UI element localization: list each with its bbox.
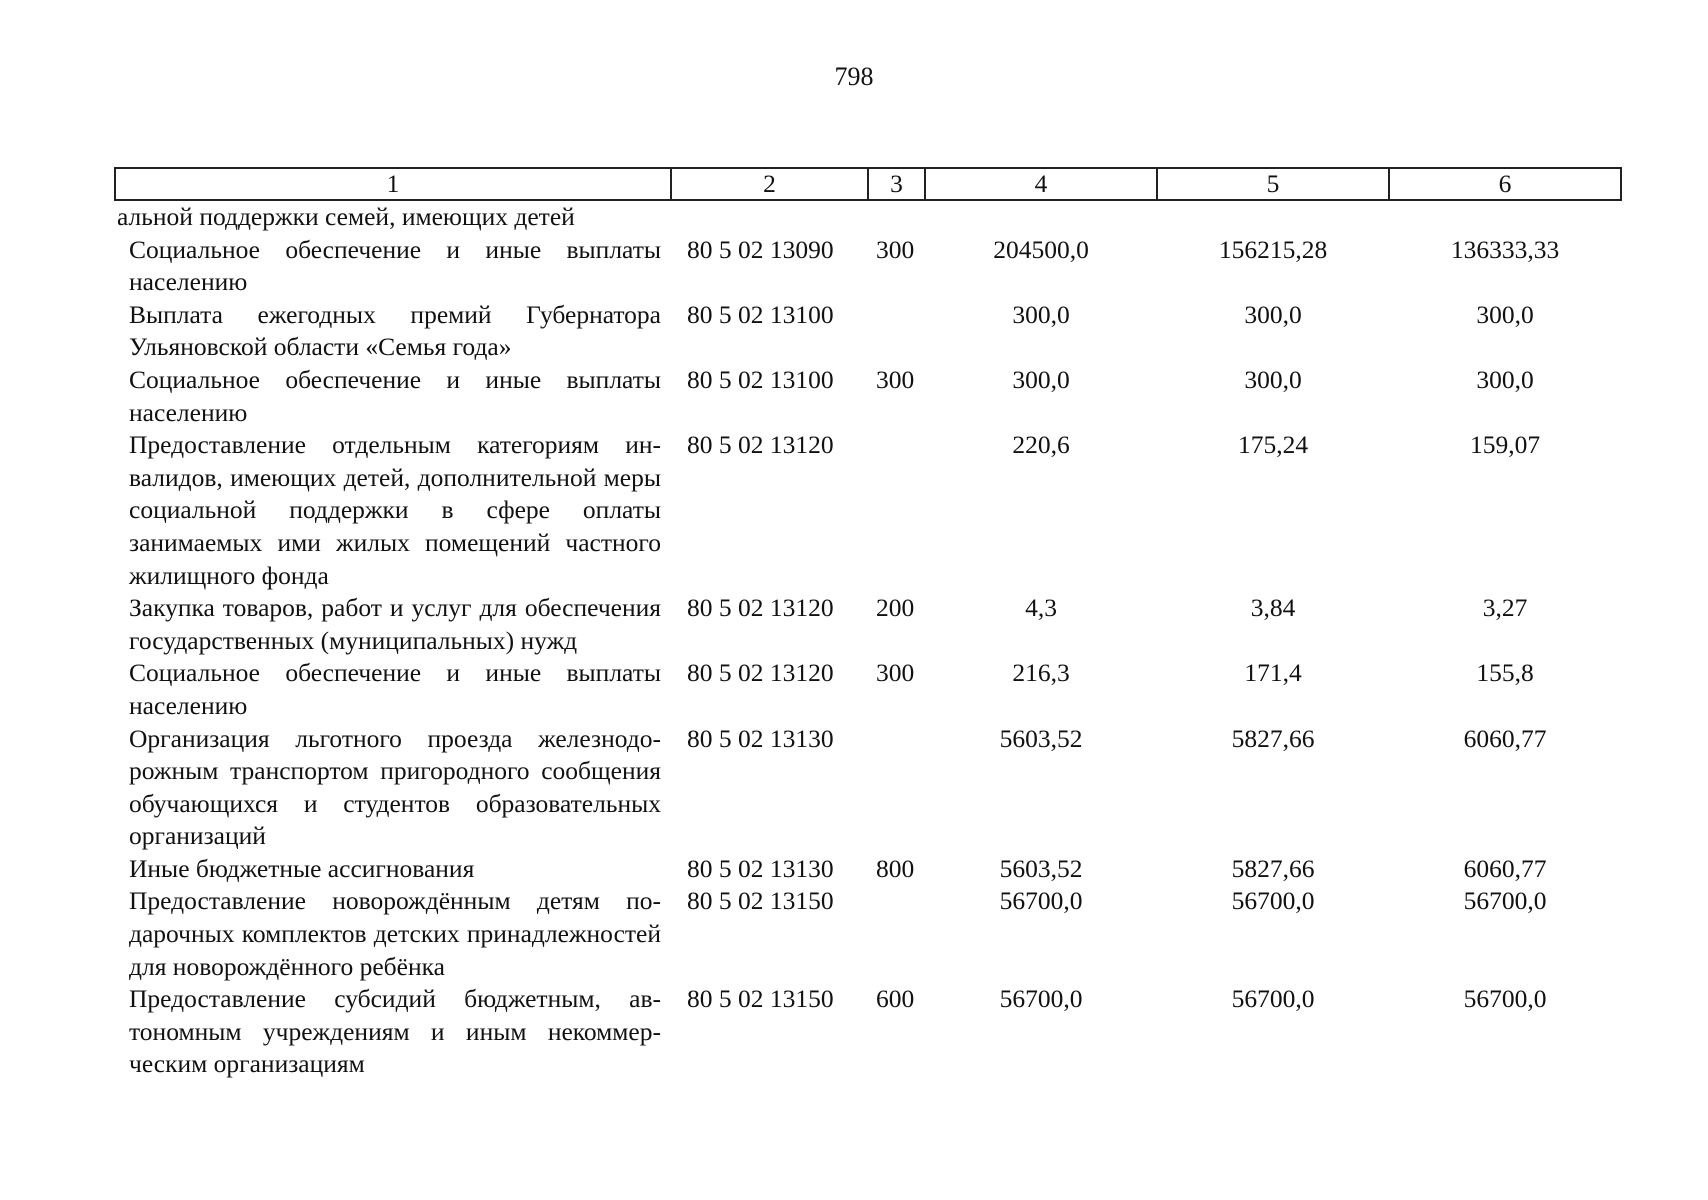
row-name: Организация льготного проезда железнодорожным транспортом пригородного сообщения обучающихся и студентов образовательных организаций [129,723,661,851]
row-type [868,299,925,364]
table-row [115,299,1621,364]
row-value-3: 136333,33 [1450,234,1560,264]
row-value-3 [1389,200,1621,234]
row-value-3: 6060,77 [1463,723,1547,753]
row-value-1: 4,3 [1025,593,1057,623]
row-type: 300 [876,364,915,394]
column-header-2: 2 [671,168,868,200]
row-value-2: 5827,66 [1231,853,1315,883]
row-name: Социальное обеспечение и иные выплаты населению [129,364,661,427]
row-code: 80 5 02 13120 [687,593,834,623]
row-type [868,723,925,853]
row-type [868,200,925,234]
row-type: 300 [876,234,915,264]
table-row [115,657,1621,722]
row-value-3: 56700,0 [1463,886,1547,916]
row-name: Предоставление субсидий бюджетным, автономным учреждениям и иным некоммерческим организациям [129,984,661,1079]
row-code: 80 5 02 13090 [687,234,834,264]
row-value-2: 300,0 [1244,364,1302,394]
column-header-1: 1 [115,168,671,200]
table-row [115,429,1621,592]
row-value-3: 6060,77 [1463,853,1547,883]
row-value-1: 204500,0 [993,234,1089,264]
row-name: Предоставление отдельным категориям инвалидов, имеющих детей, дополнительной меры социальной поддержки в сфере оплаты занимаемых ими жилых помещений частного жилищного фонда [129,430,661,590]
row-value-1: 300,0 [1012,299,1070,329]
row-code: 80 5 02 13120 [687,430,834,460]
table-body [115,200,1621,1081]
row-value-3: 300,0 [1476,299,1534,329]
row-code: 80 5 02 13100 [687,364,834,394]
table-row [115,723,1621,853]
row-name: Предоставление новорождённым детям подарочных комплектов детских принадлежностей для новорождённого ребёнка [129,886,661,981]
row-code: 80 5 02 13130 [687,853,834,883]
row-code: 80 5 02 13130 [687,723,834,753]
row-name: Иные бюджетные ассигнования [129,853,475,883]
column-header-4: 4 [925,168,1157,200]
header-row [115,168,1621,200]
row-name: альной поддержки семей, имеющих детей [117,202,575,231]
row-type [868,429,925,592]
row-type: 800 [876,853,915,883]
row-value-2: 175,24 [1237,430,1309,460]
row-type [868,885,925,983]
table-row [115,885,1621,983]
row-value-2: 5827,66 [1231,723,1315,753]
row-type: 600 [876,984,915,1014]
column-header-5: 5 [1157,168,1389,200]
row-value-3: 3,27 [1482,593,1528,623]
table-row [115,364,1621,429]
row-type: 300 [876,658,915,688]
row-name: Выплата ежегодных премий Губернатора Ульяновской области «Семья года» [129,299,661,362]
row-value-1: 5603,52 [999,723,1083,753]
row-name: Социальное обеспечение и иные выплаты населению [129,658,661,720]
column-header-6: 6 [1389,168,1621,200]
row-type: 200 [876,593,915,623]
row-code: 80 5 02 13120 [687,658,834,688]
table-row [115,853,1621,886]
row-value-3: 56700,0 [1463,984,1547,1014]
table-row [115,200,1621,234]
row-value-2: 56700,0 [1231,984,1315,1014]
row-value-3: 300,0 [1476,364,1534,394]
row-code [671,200,868,234]
table-row [115,234,1621,299]
row-code: 80 5 02 13100 [687,299,834,329]
row-value-2: 300,0 [1244,299,1302,329]
row-value-1 [925,200,1157,234]
row-name: Социальное обеспечение и иные выплаты населению [129,234,661,297]
budget-table [114,167,1622,1081]
row-value-1: 220,6 [1012,430,1070,460]
column-header-3: 3 [868,168,925,200]
row-value-2 [1157,200,1389,234]
page-number: 798 [834,62,874,91]
row-value-2: 56700,0 [1231,886,1315,916]
row-value-3: 155,8 [1476,658,1534,688]
table-row [115,983,1621,1081]
row-code: 80 5 02 13150 [687,886,834,916]
row-value-2: 171,4 [1244,658,1302,688]
row-value-2: 156215,28 [1218,234,1328,264]
row-name: Закупка товаров, работ и услуг для обеспечения государственных (муниципальных) нужд [129,593,661,655]
row-code: 80 5 02 13150 [687,984,834,1014]
row-value-1: 216,3 [1012,658,1070,688]
row-value-3: 159,07 [1469,430,1541,460]
row-value-1: 5603,52 [999,853,1083,883]
row-value-1: 56700,0 [999,886,1083,916]
row-value-2: 3,84 [1250,593,1296,623]
row-value-1: 56700,0 [999,984,1083,1014]
table-row [115,592,1621,657]
row-value-1: 300,0 [1012,364,1070,394]
